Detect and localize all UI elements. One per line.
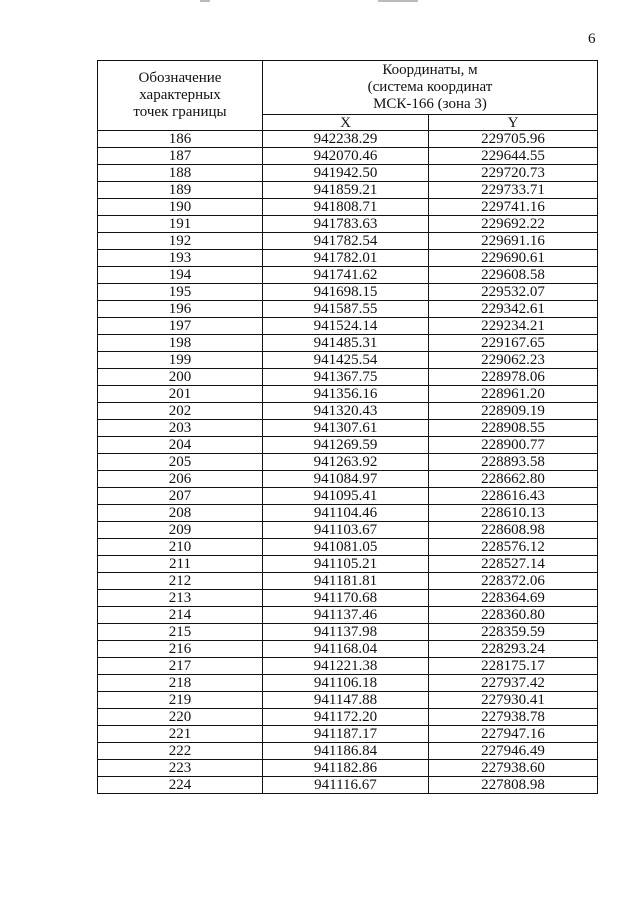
x-coordinate-cell: 941181.81 xyxy=(263,573,429,590)
table-row xyxy=(98,420,598,437)
y-coordinate-cell: 228978.06 xyxy=(429,369,598,386)
table-row xyxy=(98,471,598,488)
x-coordinate-cell: 941137.46 xyxy=(263,607,429,624)
x-coordinate-cell: 941104.46 xyxy=(263,505,429,522)
point-id-cell: 214 xyxy=(98,607,263,624)
point-id-cell: 219 xyxy=(98,692,263,709)
x-coordinate-cell: 941263.92 xyxy=(263,454,429,471)
table-row xyxy=(98,607,598,624)
table-row xyxy=(98,777,598,794)
x-coordinate-cell: 941172.20 xyxy=(263,709,429,726)
y-coordinate-cell: 228576.12 xyxy=(429,539,598,556)
y-coordinate-cell: 227937.42 xyxy=(429,675,598,692)
y-coordinate-cell: 228900.77 xyxy=(429,437,598,454)
point-id-cell: 197 xyxy=(98,318,263,335)
y-coordinate-cell: 228175.17 xyxy=(429,658,598,675)
y-coordinate-cell: 227938.60 xyxy=(429,760,598,777)
table-row xyxy=(98,250,598,267)
point-id-cell: 217 xyxy=(98,658,263,675)
x-coordinate-cell: 941782.01 xyxy=(263,250,429,267)
table-body xyxy=(98,131,598,794)
table-row xyxy=(98,641,598,658)
point-id-cell: 189 xyxy=(98,182,263,199)
x-coordinate-cell: 941147.88 xyxy=(263,692,429,709)
y-coordinate-cell: 228359.59 xyxy=(429,624,598,641)
y-coordinate-cell: 228610.13 xyxy=(429,505,598,522)
y-coordinate-cell: 229532.07 xyxy=(429,284,598,301)
table-row xyxy=(98,199,598,216)
coordinates-table xyxy=(97,60,598,794)
table-row xyxy=(98,318,598,335)
table-row xyxy=(98,267,598,284)
header-point-line1: Обозначение xyxy=(138,70,222,86)
point-id-cell: 202 xyxy=(98,403,263,420)
header-coord-line3: МСК-166 (зона 3) xyxy=(373,96,487,112)
point-id-cell: 203 xyxy=(98,420,263,437)
point-id-cell: 191 xyxy=(98,216,263,233)
point-id-cell: 192 xyxy=(98,233,263,250)
y-coordinate-cell: 227946.49 xyxy=(429,743,598,760)
table-row xyxy=(98,369,598,386)
header-coordinates xyxy=(263,61,598,115)
table-row xyxy=(98,573,598,590)
y-coordinate-cell: 228364.69 xyxy=(429,590,598,607)
point-id-cell: 194 xyxy=(98,267,263,284)
point-id-cell: 207 xyxy=(98,488,263,505)
header-x: X xyxy=(263,115,429,131)
table-row xyxy=(98,726,598,743)
point-id-cell: 199 xyxy=(98,352,263,369)
table-row xyxy=(98,522,598,539)
y-coordinate-cell: 229691.16 xyxy=(429,233,598,250)
table-row xyxy=(98,624,598,641)
table-row xyxy=(98,488,598,505)
header-y: Y xyxy=(429,115,598,131)
y-coordinate-cell: 229608.58 xyxy=(429,267,598,284)
point-id-cell: 211 xyxy=(98,556,263,573)
y-coordinate-cell: 229644.55 xyxy=(429,148,598,165)
table-row xyxy=(98,284,598,301)
x-coordinate-cell: 941485.31 xyxy=(263,335,429,352)
point-id-cell: 201 xyxy=(98,386,263,403)
table-header xyxy=(98,61,598,131)
page-number: 6 xyxy=(588,31,596,47)
y-coordinate-cell: 227808.98 xyxy=(429,777,598,794)
y-coordinate-cell: 229342.61 xyxy=(429,301,598,318)
y-coordinate-cell: 227938.78 xyxy=(429,709,598,726)
table-row xyxy=(98,760,598,777)
y-coordinate-cell: 229690.61 xyxy=(429,250,598,267)
point-id-cell: 186 xyxy=(98,131,263,148)
y-coordinate-cell: 229705.96 xyxy=(429,131,598,148)
point-id-cell: 221 xyxy=(98,726,263,743)
table-row xyxy=(98,658,598,675)
y-coordinate-cell: 228372.06 xyxy=(429,573,598,590)
point-id-cell: 198 xyxy=(98,335,263,352)
point-id-cell: 212 xyxy=(98,573,263,590)
x-coordinate-cell: 941106.18 xyxy=(263,675,429,692)
x-coordinate-cell: 941741.62 xyxy=(263,267,429,284)
table-row xyxy=(98,182,598,199)
table-row xyxy=(98,352,598,369)
x-coordinate-cell: 941587.55 xyxy=(263,301,429,318)
point-id-cell: 216 xyxy=(98,641,263,658)
header-coord-line1: Координаты, м xyxy=(382,62,478,78)
x-coordinate-cell: 941942.50 xyxy=(263,165,429,182)
x-coordinate-cell: 941105.21 xyxy=(263,556,429,573)
table-row xyxy=(98,216,598,233)
x-coordinate-cell: 941782.54 xyxy=(263,233,429,250)
y-coordinate-cell: 228908.55 xyxy=(429,420,598,437)
y-coordinate-cell: 229062.23 xyxy=(429,352,598,369)
x-coordinate-cell: 941269.59 xyxy=(263,437,429,454)
table-row xyxy=(98,454,598,471)
x-coordinate-cell: 941170.68 xyxy=(263,590,429,607)
x-coordinate-cell: 941425.54 xyxy=(263,352,429,369)
point-id-cell: 218 xyxy=(98,675,263,692)
table-row xyxy=(98,709,598,726)
y-coordinate-cell: 228909.19 xyxy=(429,403,598,420)
table-row xyxy=(98,403,598,420)
table-row xyxy=(98,675,598,692)
table-row xyxy=(98,539,598,556)
header-coord-line2: (система координат xyxy=(367,79,493,95)
y-coordinate-cell: 228893.58 xyxy=(429,454,598,471)
x-coordinate-cell: 941187.17 xyxy=(263,726,429,743)
y-coordinate-cell: 227947.16 xyxy=(429,726,598,743)
x-coordinate-cell: 941137.98 xyxy=(263,624,429,641)
table-row xyxy=(98,505,598,522)
x-coordinate-cell: 941221.38 xyxy=(263,658,429,675)
x-coordinate-cell: 941116.67 xyxy=(263,777,429,794)
x-coordinate-cell: 941320.43 xyxy=(263,403,429,420)
y-coordinate-cell: 229741.16 xyxy=(429,199,598,216)
y-coordinate-cell: 228360.80 xyxy=(429,607,598,624)
y-coordinate-cell: 229692.22 xyxy=(429,216,598,233)
x-coordinate-cell: 941103.67 xyxy=(263,522,429,539)
x-coordinate-cell: 941367.75 xyxy=(263,369,429,386)
point-id-cell: 188 xyxy=(98,165,263,182)
y-coordinate-cell: 227930.41 xyxy=(429,692,598,709)
point-id-cell: 206 xyxy=(98,471,263,488)
header-point-designation xyxy=(98,61,263,131)
y-coordinate-cell: 228527.14 xyxy=(429,556,598,573)
table-row xyxy=(98,743,598,760)
x-coordinate-cell: 941081.05 xyxy=(263,539,429,556)
point-id-cell: 200 xyxy=(98,369,263,386)
y-coordinate-cell: 228608.98 xyxy=(429,522,598,539)
table-row xyxy=(98,131,598,148)
y-coordinate-cell: 228961.20 xyxy=(429,386,598,403)
point-id-cell: 210 xyxy=(98,539,263,556)
y-coordinate-cell: 229167.65 xyxy=(429,335,598,352)
x-coordinate-cell: 941307.61 xyxy=(263,420,429,437)
header-point-line2: характерных xyxy=(139,87,221,103)
point-id-cell: 187 xyxy=(98,148,263,165)
point-id-cell: 224 xyxy=(98,777,263,794)
y-coordinate-cell: 229720.73 xyxy=(429,165,598,182)
x-coordinate-cell: 941783.63 xyxy=(263,216,429,233)
x-coordinate-cell: 941356.16 xyxy=(263,386,429,403)
y-coordinate-cell: 228616.43 xyxy=(429,488,598,505)
header-point-line3: точек границы xyxy=(133,104,227,120)
x-coordinate-cell: 942070.46 xyxy=(263,148,429,165)
point-id-cell: 223 xyxy=(98,760,263,777)
point-id-cell: 190 xyxy=(98,199,263,216)
x-coordinate-cell: 941808.71 xyxy=(263,199,429,216)
point-id-cell: 196 xyxy=(98,301,263,318)
point-id-cell: 208 xyxy=(98,505,263,522)
point-id-cell: 213 xyxy=(98,590,263,607)
table-row xyxy=(98,386,598,403)
point-id-cell: 193 xyxy=(98,250,263,267)
x-coordinate-cell: 941182.86 xyxy=(263,760,429,777)
table-row xyxy=(98,590,598,607)
point-id-cell: 204 xyxy=(98,437,263,454)
point-id-cell: 195 xyxy=(98,284,263,301)
x-coordinate-cell: 942238.29 xyxy=(263,131,429,148)
x-coordinate-cell: 941524.14 xyxy=(263,318,429,335)
table-row xyxy=(98,556,598,573)
point-id-cell: 215 xyxy=(98,624,263,641)
y-coordinate-cell: 229733.71 xyxy=(429,182,598,199)
x-coordinate-cell: 941084.97 xyxy=(263,471,429,488)
table-row xyxy=(98,692,598,709)
table-row xyxy=(98,301,598,318)
table-row xyxy=(98,437,598,454)
y-coordinate-cell: 228293.24 xyxy=(429,641,598,658)
x-coordinate-cell: 941168.04 xyxy=(263,641,429,658)
point-id-cell: 209 xyxy=(98,522,263,539)
y-coordinate-cell: 228662.80 xyxy=(429,471,598,488)
table-row xyxy=(98,165,598,182)
x-coordinate-cell: 941186.84 xyxy=(263,743,429,760)
point-id-cell: 205 xyxy=(98,454,263,471)
table-row xyxy=(98,148,598,165)
table-row xyxy=(98,233,598,250)
y-coordinate-cell: 229234.21 xyxy=(429,318,598,335)
table-row xyxy=(98,335,598,352)
point-id-cell: 222 xyxy=(98,743,263,760)
x-coordinate-cell: 941095.41 xyxy=(263,488,429,505)
x-coordinate-cell: 941698.15 xyxy=(263,284,429,301)
scan-artifacts xyxy=(0,0,640,6)
x-coordinate-cell: 941859.21 xyxy=(263,182,429,199)
point-id-cell: 220 xyxy=(98,709,263,726)
